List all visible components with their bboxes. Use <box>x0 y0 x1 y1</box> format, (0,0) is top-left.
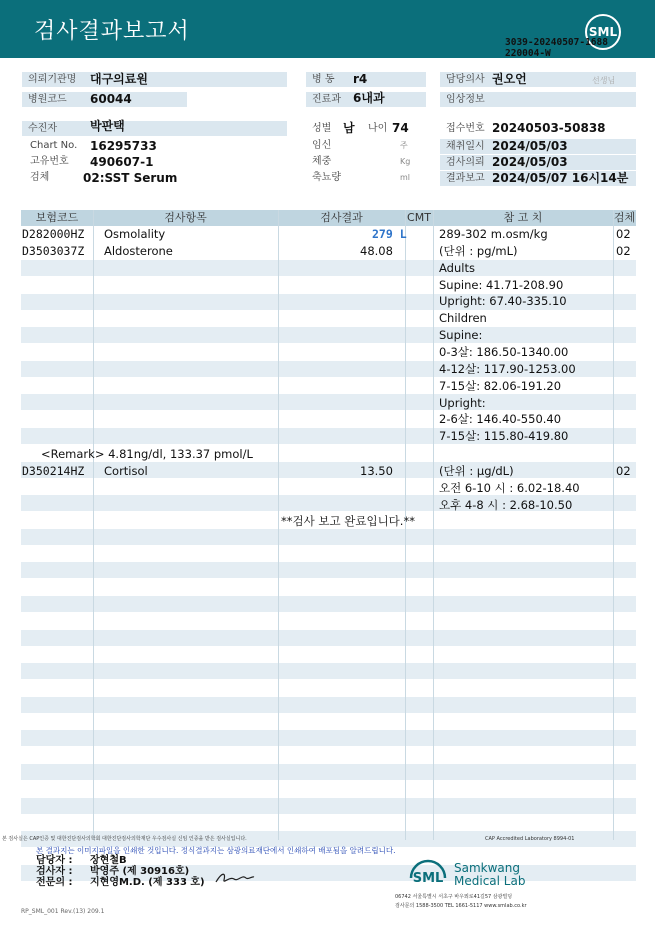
receipt-value: 20240503-50838 <box>492 121 606 135</box>
collect-value: 2024/05/03 <box>492 139 568 153</box>
table-header <box>21 210 636 226</box>
reference-line: Children <box>439 311 487 325</box>
sml-footer-logo-icon <box>405 852 451 890</box>
ward-label: 병 동 <box>306 72 426 87</box>
report-date-value: 2024/05/07 16시14분 <box>492 171 629 185</box>
urine-label: 축뇨량 <box>312 172 341 183</box>
reference-line: 0-3살: 186.50-1340.00 <box>439 345 569 359</box>
table-row-band <box>21 596 636 612</box>
table-row-band <box>21 529 636 545</box>
request-label: 검사의뢰 <box>440 155 636 170</box>
row-item: Cortisol <box>104 464 148 478</box>
specimen-value: 02:SST Serum <box>83 171 178 185</box>
receipt-label: 접수번호 <box>446 123 485 134</box>
institution-label: 의뢰기관명 <box>22 72 287 87</box>
table-row-band <box>21 327 636 343</box>
sex-value: 남 <box>343 121 355 135</box>
table-row-band <box>21 260 636 276</box>
row-specimen: 02 <box>616 244 631 258</box>
report-title: 검사결과보고서 <box>34 19 190 44</box>
reference-line: 2-6살: 146.40-550.40 <box>439 412 562 426</box>
hospital-code-value: 60044 <box>90 92 132 106</box>
institution-value: 대구의료원 <box>90 72 148 86</box>
reference-line: Adults <box>439 261 475 275</box>
unique-no-value: 490607-1 <box>90 155 154 169</box>
row-result: 48.08 <box>360 244 393 258</box>
table-row-band <box>21 394 636 410</box>
unique-no-label: 고유번호 <box>30 156 69 167</box>
doctor-value: 권오언 <box>492 72 527 86</box>
col-specimen: 검체 <box>613 211 636 224</box>
svg-text:SML: SML <box>412 871 444 886</box>
cap-accreditation: CAP Accredited Laboratory 8994-01 <box>485 836 575 842</box>
staff-role: 담당자 : <box>36 855 73 866</box>
svg-text:SML: SML <box>588 25 618 39</box>
staff-name: 장현철B <box>90 855 127 866</box>
completion-message: **검사 보고 완료입니다.** <box>281 514 415 528</box>
accreditation-note: 본 검사실은 CAP인증 및 대한진단검사의학회 대한진단검사의학재단 우수검사실 신임 인증을 받은 검사실입니다. <box>2 836 247 842</box>
clinical-info-label: 임상정보 <box>440 92 636 107</box>
report-date-label: 결과보고 <box>440 171 636 186</box>
company-address: 06742 서울특별시 서초구 바우뫼로41길57 삼광빌딩 검사문의 1588-3500 TEL 1661-5117 www.smlab.co.kr <box>395 894 527 909</box>
sex-label: 성별 <box>312 123 332 134</box>
request-value: 2024/05/03 <box>492 155 568 169</box>
age-label: 나이 <box>368 123 388 134</box>
staff-role: 검사자 : <box>36 866 73 877</box>
col-item: 검사항목 <box>164 211 207 224</box>
table-row-band <box>21 630 636 646</box>
reference-line: 오후 4-8 시 : 2.68-10.50 <box>439 498 573 512</box>
remark: <Remark> 4.81ng/dl, 133.37 pmol/L <box>41 447 253 461</box>
row-reference: (단위 : pg/mL) <box>439 244 518 258</box>
dept-value: 6내과 <box>353 91 385 105</box>
company-brand: Samkwang Medical Lab <box>454 861 526 888</box>
row-specimen: 02 <box>616 227 631 241</box>
reference-line: Supine: <box>439 328 483 342</box>
staff-name: 박영주 (제 30916호) <box>90 866 190 877</box>
reference-line: 7-15살: 115.80-419.80 <box>439 429 569 443</box>
reference-line: 7-15살: 82.06-191.20 <box>439 379 562 393</box>
weight-label: 체중 <box>312 156 332 167</box>
table-row-band <box>21 663 636 679</box>
table-row-band <box>21 798 636 814</box>
reference-line: 오전 6-10 시 : 6.02-18.40 <box>439 481 580 495</box>
reference-line: 4-12살: 117.90-1253.00 <box>439 362 576 376</box>
col-result: 검사결과 <box>320 211 363 224</box>
pregnancy-label: 임신 <box>312 140 332 151</box>
print-notice: 본 결과지는 이미지파일을 인쇄한 것입니다. 정식결과지는 삼광의료재단에서 인쇄하여 배포됨을 알려드립니다. <box>36 846 396 855</box>
document-id: 3039-20240507-1688 220004-W <box>505 37 608 59</box>
staff-name: 지현영M.D. (제 333 호) <box>90 877 205 888</box>
ward-value: r4 <box>353 72 368 86</box>
specimen-label: 검체 <box>30 172 50 183</box>
dept-label: 진료과 <box>306 92 426 107</box>
col-code: 보험코드 <box>35 211 79 224</box>
table-row-band <box>21 697 636 713</box>
column-divider <box>278 210 279 840</box>
column-divider <box>433 210 434 840</box>
row-code: D3503037Z <box>22 244 85 258</box>
doctor-suffix: 선생님 <box>592 76 616 85</box>
patient-label: 수진자 <box>22 121 287 136</box>
column-divider <box>93 210 94 840</box>
age-value: 74 <box>392 121 409 135</box>
row-specimen: 02 <box>616 464 631 478</box>
urine-unit: ml <box>400 173 411 182</box>
signature-icon <box>214 870 256 886</box>
column-divider <box>613 210 614 840</box>
chart-no-label: Chart No. <box>30 140 78 151</box>
row-result: 13.50 <box>360 464 393 478</box>
hospital-code-label: 병원코드 <box>22 92 187 107</box>
pregnancy-unit: 주 <box>400 141 408 150</box>
row-item: Aldosterone <box>104 244 173 258</box>
patient-value: 박판택 <box>90 119 125 133</box>
row-code: D282000HZ <box>22 227 85 241</box>
row-result-abnormal: 279 L <box>372 227 407 241</box>
form-code: RP_SML_001 Rev.(13) 209.1 <box>21 908 105 915</box>
table-row-band <box>21 730 636 746</box>
row-reference: (단위 : μg/dL) <box>439 464 514 478</box>
chart-no-value: 16295733 <box>90 139 157 153</box>
doctor-label: 담당의사 <box>440 72 636 87</box>
row-item: Osmolality <box>104 227 166 241</box>
col-reference: 참 고 치 <box>503 211 543 224</box>
reference-line: Upright: <box>439 396 486 410</box>
row-code: D350214HZ <box>22 464 85 478</box>
col-cmt: CMT <box>407 211 431 224</box>
reference-line: Upright: 67.40-335.10 <box>439 294 567 308</box>
table-row-band <box>21 562 636 578</box>
reference-line: Supine: 41.71-208.90 <box>439 278 564 292</box>
table-row-band <box>21 764 636 780</box>
collect-label: 채취일시 <box>440 139 636 154</box>
staff-role: 전문의 : <box>36 877 73 888</box>
row-reference: 289-302 m.osm/kg <box>439 227 548 241</box>
weight-unit: Kg <box>400 157 411 166</box>
